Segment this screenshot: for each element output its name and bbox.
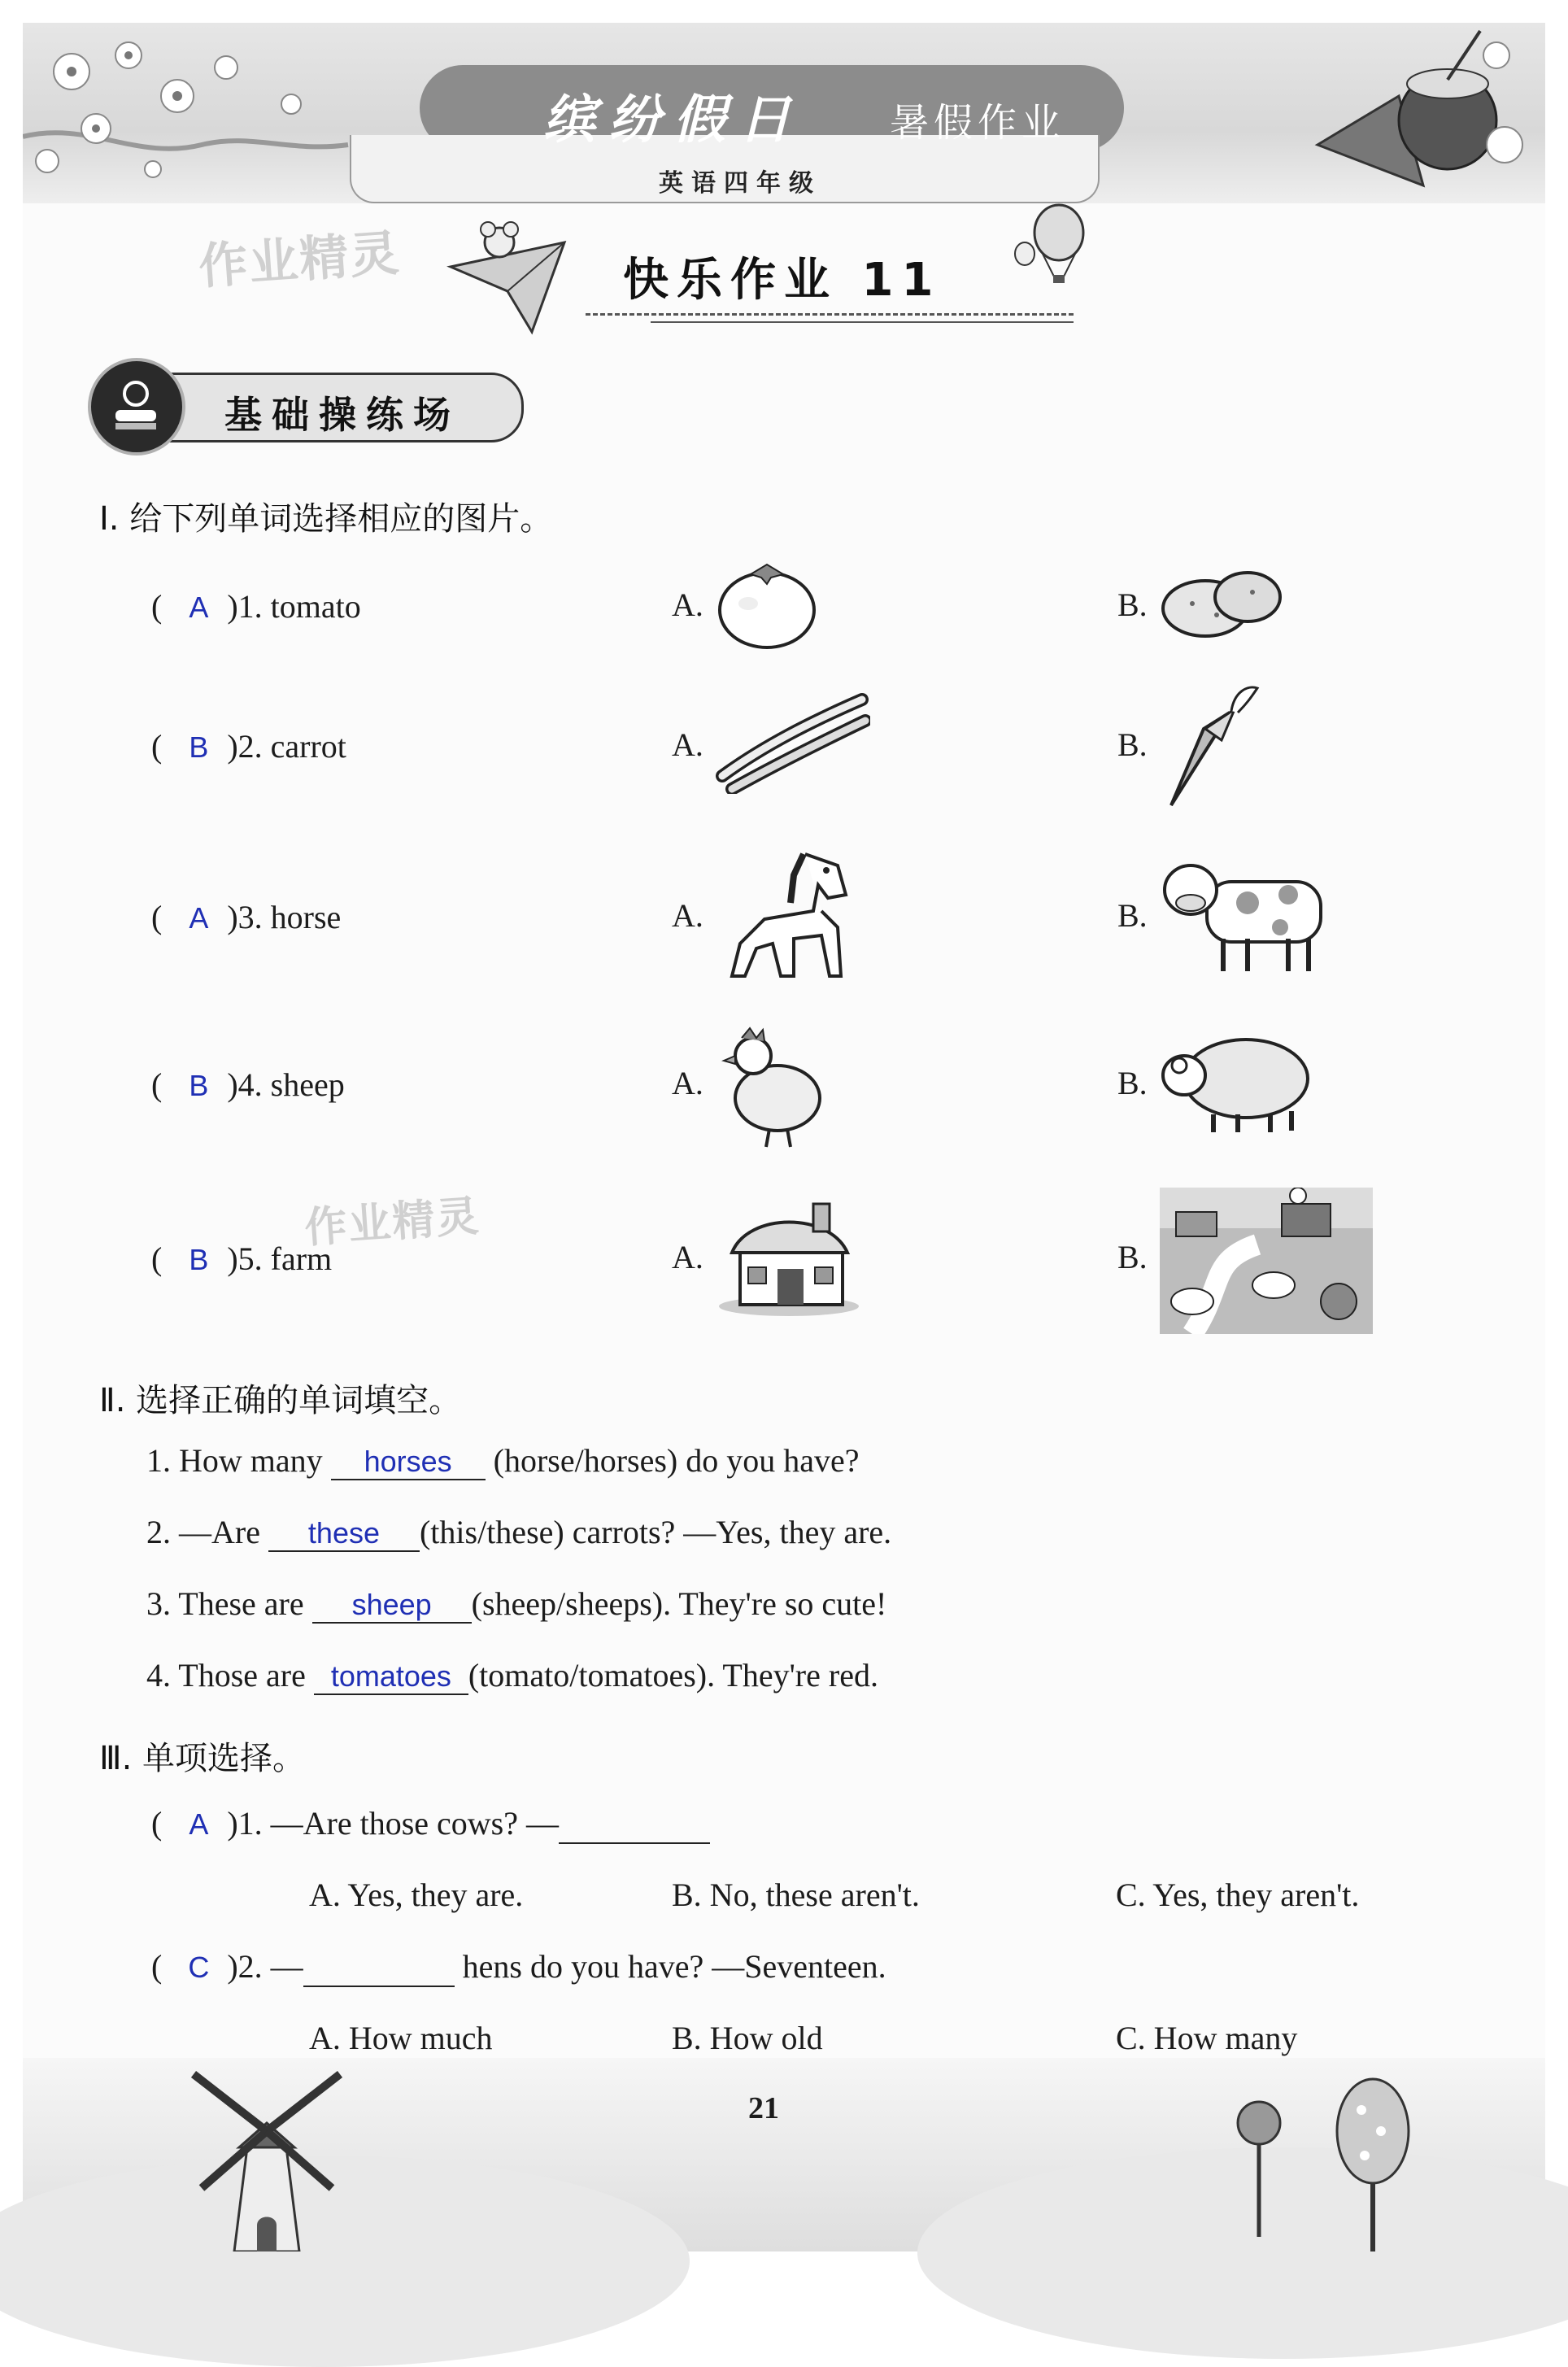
q1-option-a: A. Yes, they are. (309, 1877, 524, 1913)
question-prefix: )2. — (227, 1948, 303, 1985)
option-a-label: A. (672, 1239, 703, 1275)
paper-plane-mouse-icon (442, 218, 573, 340)
part3-question-2: ( C )2. — hens do you have? —Seventeen. (151, 1947, 886, 1987)
title-underline-solid (651, 321, 1074, 323)
q1-option-c: C. Yes, they aren't. (1116, 1877, 1360, 1913)
brand-subtitle: 暑假作业 (890, 100, 1066, 146)
fill-blank: tomatoes (314, 1659, 468, 1695)
question-suffix: hens do you have? —Seventeen. (454, 1948, 886, 1985)
page-number: 21 (748, 2091, 779, 2125)
section-badge-label: 基础操练场 (224, 393, 460, 437)
farm-icon (1160, 1188, 1373, 1334)
brand-title: 缤纷假日 (543, 90, 804, 150)
option-a-label: A. (672, 726, 703, 763)
item-text: )2. carrot (227, 728, 346, 765)
q2-option-a: A. How much (309, 2020, 493, 2056)
item-text: )1. tomato (227, 588, 361, 625)
section-badge (88, 358, 527, 454)
watermark-top: 作业精灵 (197, 224, 403, 296)
option-a-label: A. (672, 1065, 703, 1101)
part2-item-1 (146, 1441, 860, 1480)
part1-item-1: ( A )1. tomato (151, 588, 361, 625)
answer-mark: A (189, 591, 209, 624)
part2-item-3 (146, 1585, 886, 1624)
fill-blank: these (268, 1516, 420, 1552)
part2-item-4 (146, 1656, 878, 1695)
grade-label: 英语四年级 (659, 169, 821, 198)
item-text: )5. farm (227, 1240, 333, 1277)
q2-option-b: B. How old (672, 2020, 823, 2056)
sentence-suffix: (horse/horses) do you have? (485, 1442, 860, 1479)
part1-item-4: ( B )4. sheep (151, 1066, 345, 1103)
answer-mark: C (188, 1951, 210, 1984)
option-b-label: B. (1117, 1239, 1148, 1275)
sentence-prefix: 4. Those are (146, 1657, 314, 1694)
sentence-suffix: (tomato/tomatoes). They're red. (468, 1657, 878, 1694)
item-text: )3. horse (227, 899, 342, 935)
sentence-suffix: (sheep/sheeps). They're so cute! (471, 1585, 887, 1622)
option-b-label: B. (1117, 897, 1148, 934)
part1-heading: Ⅰ. 给下列单词选择相应的图片。 (99, 500, 553, 538)
part3-heading: Ⅲ. 单项选择。 (99, 1740, 306, 1777)
hot-air-balloon-icon (1008, 203, 1090, 293)
fill-blank: horses (331, 1445, 486, 1480)
part1-item-2: ( B )2. carrot (151, 728, 346, 765)
watermark-middle: 作业精灵 (303, 1192, 482, 1253)
item-text: )4. sheep (227, 1066, 345, 1103)
lesson-title: 快乐作业 11 (623, 254, 942, 307)
answer-mark: B (189, 1243, 209, 1276)
title-underline (586, 313, 1074, 316)
horse-icon (716, 838, 854, 984)
answer-mark: A (189, 901, 209, 935)
tomato-icon (714, 556, 820, 651)
option-a-label: A. (672, 897, 703, 934)
carrot-icon (1156, 680, 1270, 810)
sentence-suffix: (this/these) carrots? —Yes, they are. (419, 1514, 892, 1550)
q1-option-b: B. No, these aren't. (672, 1877, 920, 1913)
sentence-prefix: 3. These are (146, 1585, 312, 1622)
option-b-label: B. (1117, 586, 1148, 623)
hen-icon (721, 1020, 826, 1150)
green-beans-icon (716, 688, 870, 794)
option-b-label: B. (1117, 726, 1148, 763)
sentence-prefix: 1. How many (146, 1442, 331, 1479)
answer-mark: B (189, 1069, 209, 1102)
windmill-icon (169, 2066, 364, 2251)
part2-heading: Ⅱ. 选择正确的单词填空。 (99, 1382, 462, 1419)
fill-blank: sheep (312, 1588, 472, 1624)
sentence-prefix: 2. —Are (146, 1514, 268, 1550)
cow-icon (1158, 849, 1337, 979)
trees-icon (1210, 2074, 1422, 2251)
part1-item-3: ( A )3. horse (151, 899, 342, 935)
answer-mark: B (189, 730, 209, 764)
flower-decoration-icon (23, 23, 364, 203)
part2-item-2 (146, 1513, 891, 1552)
part3-question-1: ( A )1. —Are those cows? — (151, 1804, 710, 1844)
q2-option-c: C. How many (1116, 2020, 1298, 2056)
option-b-label: B. (1117, 1065, 1148, 1101)
option-a-label: A. (672, 586, 703, 623)
answer-mark: A (189, 1807, 209, 1841)
house-icon (716, 1196, 862, 1318)
page-footer (23, 2058, 1545, 2251)
student-icon (107, 377, 164, 434)
potato-icon (1156, 563, 1287, 644)
coconut-watermelon-icon (1285, 23, 1545, 203)
sheep-icon (1156, 1030, 1311, 1136)
question-text: )1. —Are those cows? — (227, 1805, 560, 1842)
part1-item-5: ( B )5. farm (151, 1240, 333, 1277)
